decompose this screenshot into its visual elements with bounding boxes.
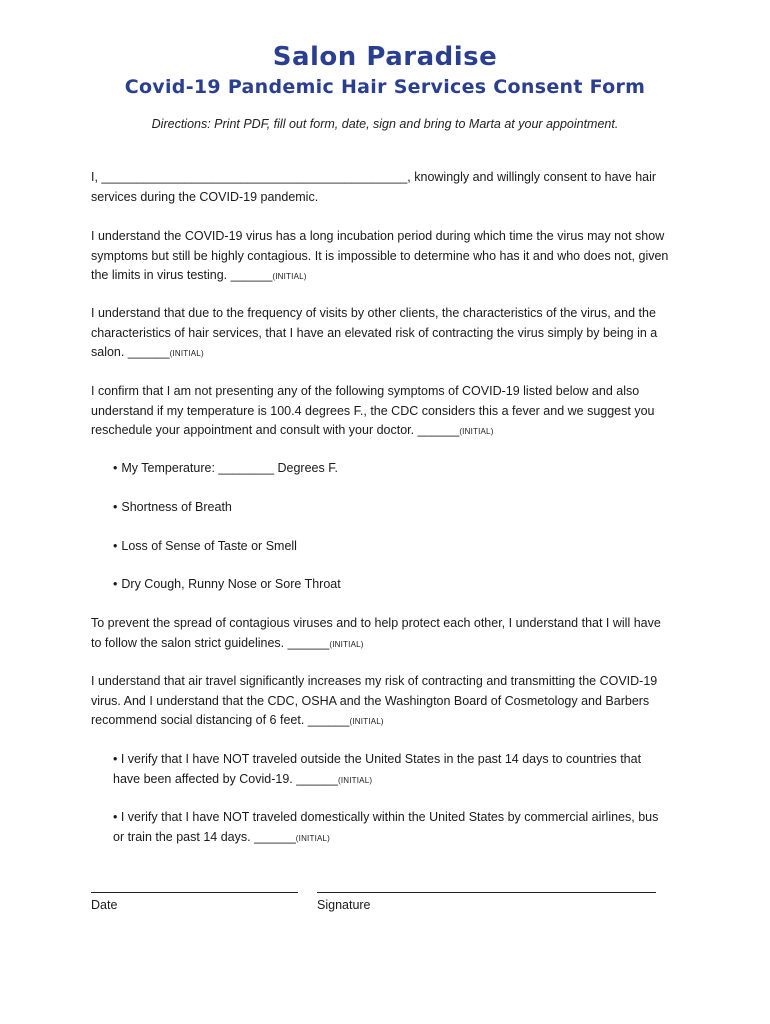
- text-line: I understand that due to the frequency of visits by other clients, the characteristics of the virus, and the: [91, 306, 656, 320]
- text-line: I understand that air travel significantly increases my risk of contracting and transmitting the COVID-19: [91, 674, 658, 688]
- text-line: characteristics of hair services, that I have an elevated risk of contracting the virus simply by being in a: [91, 325, 658, 340]
- text-line: To prevent the spread of contagious viruses and to help protect each other, I understand that I will have: [91, 616, 661, 630]
- form-title: Covid-19 Pandemic Hair Services Consent Form: [124, 76, 646, 98]
- text-line: I confirm that I am not presenting any of the following symptoms of COVID-19 listed below and also: [91, 384, 640, 398]
- initial-blank: ______: [254, 829, 296, 844]
- bullet-icon: •: [113, 500, 118, 514]
- initial-blank: ______: [296, 771, 338, 786]
- initial-label: (INITIAL): [329, 639, 364, 649]
- text-line: I understand the COVID-19 virus has a long incubation period during which time the virus may not show: [91, 229, 665, 243]
- text-line: virus. And I understand that the CDC, OSHA and the Washington Board of Cosmetology and Barbers: [91, 693, 650, 708]
- text-line: [91, 421, 691, 442]
- text-line: [113, 770, 673, 791]
- date-line: [91, 880, 298, 893]
- list-item: [113, 498, 232, 517]
- text-span: or train the past 14 days.: [113, 829, 251, 844]
- consent-line-2: services during the COVID-19 pandemic.: [91, 189, 319, 204]
- bullet-icon: •: [113, 461, 118, 475]
- list-item: [113, 537, 297, 556]
- text-span: salon.: [91, 345, 125, 359]
- bullet-icon: •: [113, 577, 118, 591]
- text-span: the limits in virus testing.: [91, 268, 228, 282]
- text-span: to follow the salon strict guidelines.: [91, 635, 285, 650]
- text-span: recommend social distancing of 6 feet.: [91, 713, 305, 727]
- text-span: have been affected by Covid-19.: [113, 771, 293, 786]
- initial-label: (INITIAL): [459, 427, 494, 436]
- initial-label: (INITIAL): [169, 349, 204, 358]
- consent-line-1: I, ____________________________________________, knowingly and willingly consent to have hair: [91, 170, 657, 184]
- domestic-travel-item: [113, 808, 673, 848]
- symptom-taste-smell: Loss of Sense of Taste or Smell: [121, 539, 297, 553]
- symptom-breath: Shortness of Breath: [121, 500, 232, 514]
- text-line: [91, 266, 691, 287]
- bullet-icon: •: [113, 539, 118, 553]
- international-travel-item: [113, 750, 673, 790]
- signature-label: Signature: [317, 898, 371, 912]
- salon-title: Salon Paradise: [272, 42, 498, 72]
- text-line: • I verify that I have NOT traveled domestically within the United States by commercial airlines, bus: [113, 810, 659, 824]
- initial-blank: ______: [127, 345, 170, 359]
- text-line: [91, 343, 691, 364]
- symptom-temperature: My Temperature: ________ Degrees F.: [121, 461, 338, 475]
- text-line: understand if my temperature is 100.4 degrees F., the CDC considers this a fever and we suggest you: [91, 403, 655, 418]
- list-item: [113, 459, 338, 478]
- initial-label: (INITIAL): [272, 272, 307, 281]
- initial-blank: ______: [287, 635, 330, 650]
- text-line: • I verify that I have NOT traveled outside the United States in the past 14 days to countries that: [113, 752, 642, 766]
- symptoms-paragraph: [91, 382, 691, 442]
- initial-label: (INITIAL): [337, 775, 373, 785]
- initial-label: (INITIAL): [349, 717, 384, 726]
- incubation-paragraph: [91, 227, 691, 287]
- initial-label: (INITIAL): [295, 833, 331, 843]
- initial-blank: ______: [230, 268, 273, 282]
- text-line: [91, 711, 691, 732]
- directions-text: Directions: Print PDF, fill out form, date, sign and bring to Marta at your appointment.: [151, 117, 619, 131]
- text-span: reschedule your appointment and consult with your doctor.: [91, 423, 415, 437]
- risk-paragraph: [91, 304, 691, 364]
- list-item: [113, 575, 341, 594]
- consent-paragraph: [91, 168, 691, 207]
- initial-blank: ______: [307, 713, 350, 727]
- travel-paragraph: [91, 672, 691, 732]
- date-label: Date: [91, 898, 118, 912]
- text-line: [91, 634, 691, 655]
- initial-blank: ______: [417, 423, 460, 437]
- symptom-cough: Dry Cough, Runny Nose or Sore Throat: [121, 577, 341, 591]
- guidelines-paragraph: [91, 614, 691, 654]
- text-line: [113, 828, 673, 849]
- text-line: symptoms but still be highly contagious. It is impossible to determine who has it and who does not, given: [91, 248, 669, 263]
- signature-line: [317, 880, 656, 893]
